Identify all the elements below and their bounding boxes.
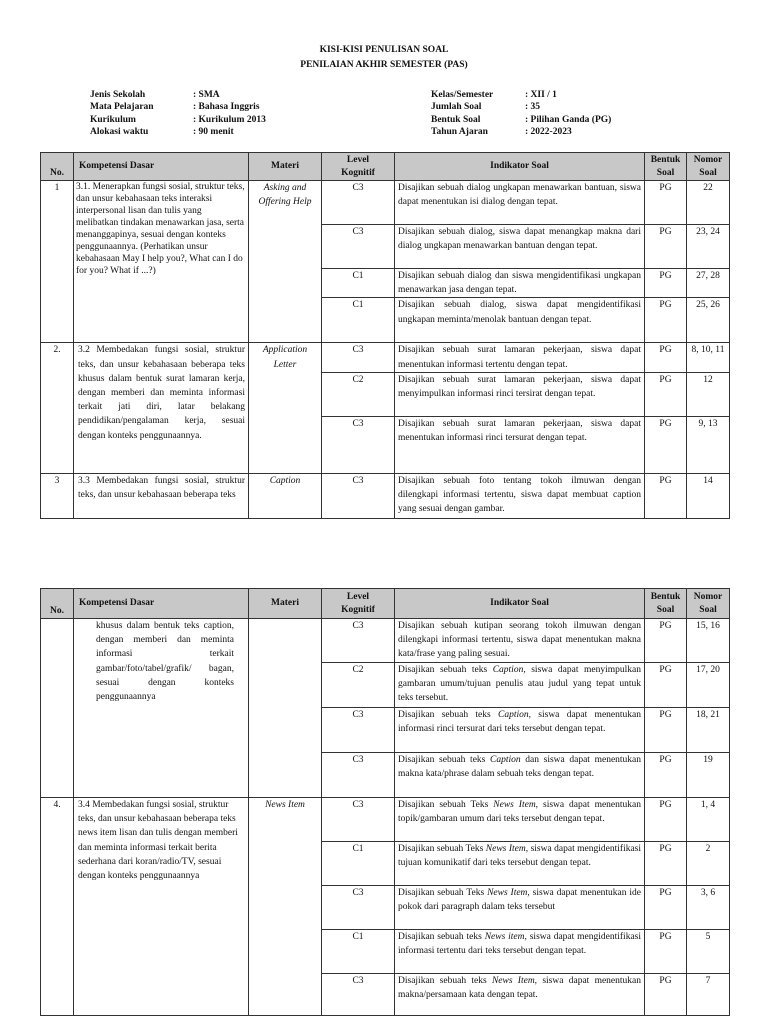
cell-materi: Caption xyxy=(249,473,322,518)
cell-level: C3 xyxy=(322,225,395,269)
indikator-text-em: News Item, xyxy=(493,800,539,810)
cell-indikator: Disajikan sebuah dialog, siswa dapat menangkap makna dari dialog ungkapan menawarkan bantuan dengan tepat. xyxy=(395,225,645,269)
info-value: : 2022-2023 xyxy=(525,126,572,137)
info-value: : 35 xyxy=(525,102,541,113)
cell-bentuk: PG xyxy=(645,974,687,1016)
table-row xyxy=(41,619,730,663)
table-row xyxy=(41,473,730,518)
table-header-row xyxy=(41,589,730,619)
cell-bentuk: PG xyxy=(645,842,687,886)
indikator-text: Disajikan sebuah Teks xyxy=(398,844,486,854)
cell-nomor: 23, 24 xyxy=(687,225,730,269)
cell-materi: News Item xyxy=(249,798,322,1016)
cell-indikator: Disajikan sebuah foto tentang tokoh ilmuwan dengan dilengkapi informasi tertentu, siswa dapat membuat caption yang sesuai dengan gambar. xyxy=(395,473,645,518)
cell-no: 4. xyxy=(41,798,74,1016)
info-label: Jumlah Soal xyxy=(431,102,482,113)
cell-indikator: Disajikan sebuah dialog dan siswa mengidentifikasi ungkapan menawarkan jasa dengan tepat. xyxy=(395,269,645,298)
col-header-no: No. xyxy=(41,153,74,181)
cell-level: C1 xyxy=(322,298,395,343)
cell-bentuk: PG xyxy=(645,269,687,298)
cell-level: C2 xyxy=(322,663,395,708)
cell-kd: 3.2 Membedakan fungsi sosial, struktur teks, dan unsur kebahasaan beberapa teks khusus dalam bentuk surat lamaran kerja, dengan memberi dan meminta informasi terkait jati diri, latar belakang pendidikan/pengalaman kerja, sesuai dengan konteks penggunaannya. xyxy=(74,343,249,473)
col-header-nomor-line2: Soal xyxy=(699,167,717,178)
info-value: : SMA xyxy=(193,90,220,100)
col-header-bentuk-line2: Soal xyxy=(656,167,675,178)
info-label: Kelas/Semester xyxy=(431,90,494,100)
info-left xyxy=(90,89,266,138)
indikator-text: Disajikan sebuah teks xyxy=(398,976,492,986)
col-header-nomor xyxy=(687,153,730,181)
cell-bentuk: PG xyxy=(645,886,687,930)
indikator-text: Disajikan sebuah teks xyxy=(398,932,485,942)
col-header-level-line1: Level xyxy=(346,591,370,602)
table-row xyxy=(41,181,730,225)
info-label: Bentuk Soal xyxy=(431,114,481,125)
indikator-text-rest: siswa dapat mengidentifikasi informasi tertentu dari teks tersebut dengan tepat. xyxy=(398,932,641,957)
cell-level: C2 xyxy=(322,372,395,416)
col-header-kd: Kompetensi Dasar xyxy=(74,589,249,619)
cell-bentuk: PG xyxy=(645,930,687,974)
indikator-text-rest: siswa dapat menentukan ide pokok dari paragraph dalam teks tersebut xyxy=(398,888,642,913)
indikator-text: Disajikan sebuah Teks xyxy=(398,888,488,898)
cell-level: C3 xyxy=(322,974,395,1016)
cell-bentuk: PG xyxy=(645,798,687,842)
indikator-text: Disajikan sebuah teks xyxy=(398,710,498,720)
col-header-level-line1: Level xyxy=(346,154,370,165)
info-value: : Pilihan Ganda (PG) xyxy=(525,114,612,125)
cell-indikator xyxy=(395,974,645,1016)
cell-indikator: Disajikan sebuah surat lamaran pekerjaan, siswa dapat menentukan informasi tertentu dengan tepat. xyxy=(395,343,645,372)
cell-level: C3 xyxy=(322,473,395,518)
info-label: Tahun Ajaran xyxy=(431,126,488,137)
indikator-text: Disajikan sebuah teks xyxy=(398,755,491,765)
cell-level: C3 xyxy=(322,753,395,798)
cell-nomor: 17, 20 xyxy=(687,663,730,708)
cell-level: C3 xyxy=(322,798,395,842)
cell-indikator xyxy=(395,930,645,974)
cell-nomor: 15, 16 xyxy=(687,619,730,663)
info-value: : 90 menit xyxy=(193,126,234,137)
cell-nomor: 14 xyxy=(687,473,730,518)
indikator-text-rest: siswa dapat menentukan topik/gambaran umum dari teks tersebut dengan tepat. xyxy=(398,800,642,825)
info-value: : Kurikulum 2013 xyxy=(193,114,266,125)
col-header-indikator: Indikator Soal xyxy=(395,589,645,619)
col-header-bentuk xyxy=(645,589,687,619)
cell-kd: 3.3 Membedakan fungsi sosial, struktur teks, dan unsur kebahasaan beberapa teks xyxy=(74,473,249,518)
col-header-no: No. xyxy=(41,589,74,619)
cell-bentuk: PG xyxy=(645,753,687,798)
cell-level: C1 xyxy=(322,842,395,886)
cell-indikator xyxy=(395,663,645,708)
cell-nomor: 9, 13 xyxy=(687,416,730,473)
cell-indikator: Disajikan sebuah surat lamaran pekerjaan, siswa dapat menentukan informasi rinci tersurat dengan tepat. xyxy=(395,416,645,473)
cell-materi: Asking and Offering Help xyxy=(249,181,322,343)
indikator-text-rest: siswa dapat menyimpulkan gambaran umum/tujuan penulis atau judul yang tepat untuk teks tersebut. xyxy=(398,665,641,704)
cell-nomor: 22 xyxy=(687,181,730,225)
info-value: : XII / 1 xyxy=(525,90,557,100)
cell-kd: 3.4 Membedakan fungsi sosial, struktur teks, dan unsur kebahasaan beberapa teks news item lisan dan tulis dengan memberi dan meminta informasi terkait berita sederhana dari koran/radio/TV, sesuai dengan konteks penggunaannya xyxy=(74,798,249,1016)
cell-bentuk: PG xyxy=(645,225,687,269)
info-right xyxy=(431,89,611,138)
indikator-text-em: Caption, xyxy=(492,665,526,675)
col-header-kd: Kompetensi Dasar xyxy=(74,153,249,181)
cell-level: C3 xyxy=(322,886,395,930)
cell-bentuk: PG xyxy=(645,708,687,753)
cell-nomor: 7 xyxy=(687,974,730,1016)
cell-nomor: 18, 21 xyxy=(687,708,730,753)
info-label: Jenis Sekolah xyxy=(90,90,146,100)
info-value: : Bahasa Inggris xyxy=(193,102,260,113)
cell-nomor: 5 xyxy=(687,930,730,974)
cell-indikator xyxy=(395,842,645,886)
indikator-text-rest: siswa dapat menentukan makna/persamaan kata dengan tepat. xyxy=(398,976,642,1001)
cell-level: C1 xyxy=(322,269,395,298)
indikator-text-em: News Item, xyxy=(487,888,530,898)
table-row xyxy=(41,798,730,842)
info-label: Kurikulum xyxy=(90,114,136,125)
cell-nomor: 2 xyxy=(687,842,730,886)
cell-bentuk: PG xyxy=(645,181,687,225)
cell-indikator xyxy=(395,753,645,798)
indikator-text: Disajikan sebuah Teks xyxy=(398,800,494,810)
col-header-nomor xyxy=(687,589,730,619)
cell-nomor: 25, 26 xyxy=(687,298,730,343)
indikator-text: Disajikan sebuah kutipan seorang tokoh ilmuwan dengan dilengkapi informasi tertentu, siswa dapat menentukan makna kata/frase yang paling sesuai. xyxy=(398,621,641,660)
cell-level: C3 xyxy=(322,708,395,753)
col-header-nomor-line1: Nomor xyxy=(693,591,723,602)
col-header-level-line2: Kognitif xyxy=(341,167,375,178)
cell-bentuk: PG xyxy=(645,619,687,663)
cell-level: C3 xyxy=(322,343,395,372)
cell-kd: 3.1. Menerapkan fungsi sosial, struktur teks, dan unsur kebahasaan teks interaksi interpersonal lisan dan tulis yang melibatkan tindakan menawarkan jasa, serta menanggapinya, sesuai dengan konteks penggunaannya. (Perhatikan unsur kebahasaan May I help you?, What can I do for you? What if ...?) xyxy=(74,181,249,343)
indikator-text-em: News Item, xyxy=(491,976,538,986)
indikator-text-em: News Item, xyxy=(485,844,529,854)
cell-nomor: 3, 6 xyxy=(687,886,730,930)
col-header-nomor-line1: Nomor xyxy=(693,154,723,165)
table-row xyxy=(41,343,730,372)
cell-no: 3 xyxy=(41,473,74,518)
indikator-text-rest: siswa dapat menentukan informasi rinci tersurat dari teks tersebut dengan tepat. xyxy=(398,710,641,735)
indikator-text-rest: siswa dapat mengidentifikasi tujuan komunikatif dari teks tersebut dengan tepat. xyxy=(398,844,642,869)
indikator-text-em: News item, xyxy=(484,932,527,942)
cell-nomor: 27, 28 xyxy=(687,269,730,298)
indikator-text: Disajikan sebuah teks xyxy=(398,665,493,675)
cell-level: C3 xyxy=(322,181,395,225)
table-header-row xyxy=(41,153,730,181)
cell-indikator xyxy=(395,798,645,842)
col-header-bentuk-line2: Soal xyxy=(656,604,675,615)
indikator-text-rest: dan siswa dapat menentukan makna kata/phrase dalam sebuah teks dengan tepat. xyxy=(398,755,642,780)
cell-bentuk: PG xyxy=(645,343,687,372)
cell-nomor: 8, 10, 11 xyxy=(687,343,730,372)
grid-table-2 xyxy=(40,588,730,1016)
document-title: KISI-KISI PENULISAN SOAL xyxy=(319,45,449,55)
info-label: Mata Pelajaran xyxy=(90,102,154,113)
cell-bentuk: PG xyxy=(645,473,687,518)
cell-indikator: Disajikan sebuah surat lamaran pekerjaan, siswa dapat menyimpulkan informasi rinci tersirat dengan tepat. xyxy=(395,372,645,416)
col-header-bentuk-line1: Bentuk xyxy=(650,591,681,602)
info-label: Alokasi waktu xyxy=(90,126,149,137)
cell-bentuk: PG xyxy=(645,298,687,343)
cell-no: 1 xyxy=(41,181,74,343)
col-header-level-line2: Kognitif xyxy=(341,604,375,615)
indikator-text-em: Caption, xyxy=(497,710,531,720)
cell-materi-empty xyxy=(249,619,322,798)
cell-indikator xyxy=(395,619,645,663)
cell-bentuk: PG xyxy=(645,372,687,416)
cell-indikator xyxy=(395,708,645,753)
cell-level: C1 xyxy=(322,930,395,974)
col-header-bentuk xyxy=(645,153,687,181)
col-header-nomor-line2: Soal xyxy=(699,604,717,615)
col-header-level xyxy=(322,589,395,619)
cell-indikator xyxy=(395,886,645,930)
cell-nomor: 19 xyxy=(687,753,730,798)
grid-table-1 xyxy=(40,152,730,519)
cell-no: 2. xyxy=(41,343,74,473)
cell-indikator: Disajikan sebuah dialog, siswa dapat mengidentifikasi ungkapan meminta/menolak bantuan dengan tepat. xyxy=(395,298,645,343)
cell-nomor: 12 xyxy=(687,372,730,416)
cell-level: C3 xyxy=(322,619,395,663)
cell-bentuk: PG xyxy=(645,663,687,708)
cell-nomor: 1, 4 xyxy=(687,798,730,842)
indikator-text-em: Caption xyxy=(490,755,521,765)
cell-indikator: Disajikan sebuah dialog ungkapan menawarkan bantuan, siswa dapat menentukan isi dialog dengan tepat. xyxy=(395,181,645,225)
document-subtitle: PENILAIAN AKHIR SEMESTER (PAS) xyxy=(300,60,468,70)
col-header-materi: Materi xyxy=(249,153,322,181)
col-header-bentuk-line1: Bentuk xyxy=(650,154,681,165)
cell-materi: Application Letter xyxy=(249,343,322,473)
cell-kd: khusus dalam bentuk teks caption, dengan memberi dan meminta informasi terkait gambar/foto/tabel/grafik/ bagan, sesuai dengan konteks penggunaannya xyxy=(74,619,249,798)
cell-bentuk: PG xyxy=(645,416,687,473)
col-header-level xyxy=(322,153,395,181)
cell-level: C3 xyxy=(322,416,395,473)
cell-no-empty xyxy=(41,619,74,798)
col-header-indikator: Indikator Soal xyxy=(395,153,645,181)
col-header-materi: Materi xyxy=(249,589,322,619)
